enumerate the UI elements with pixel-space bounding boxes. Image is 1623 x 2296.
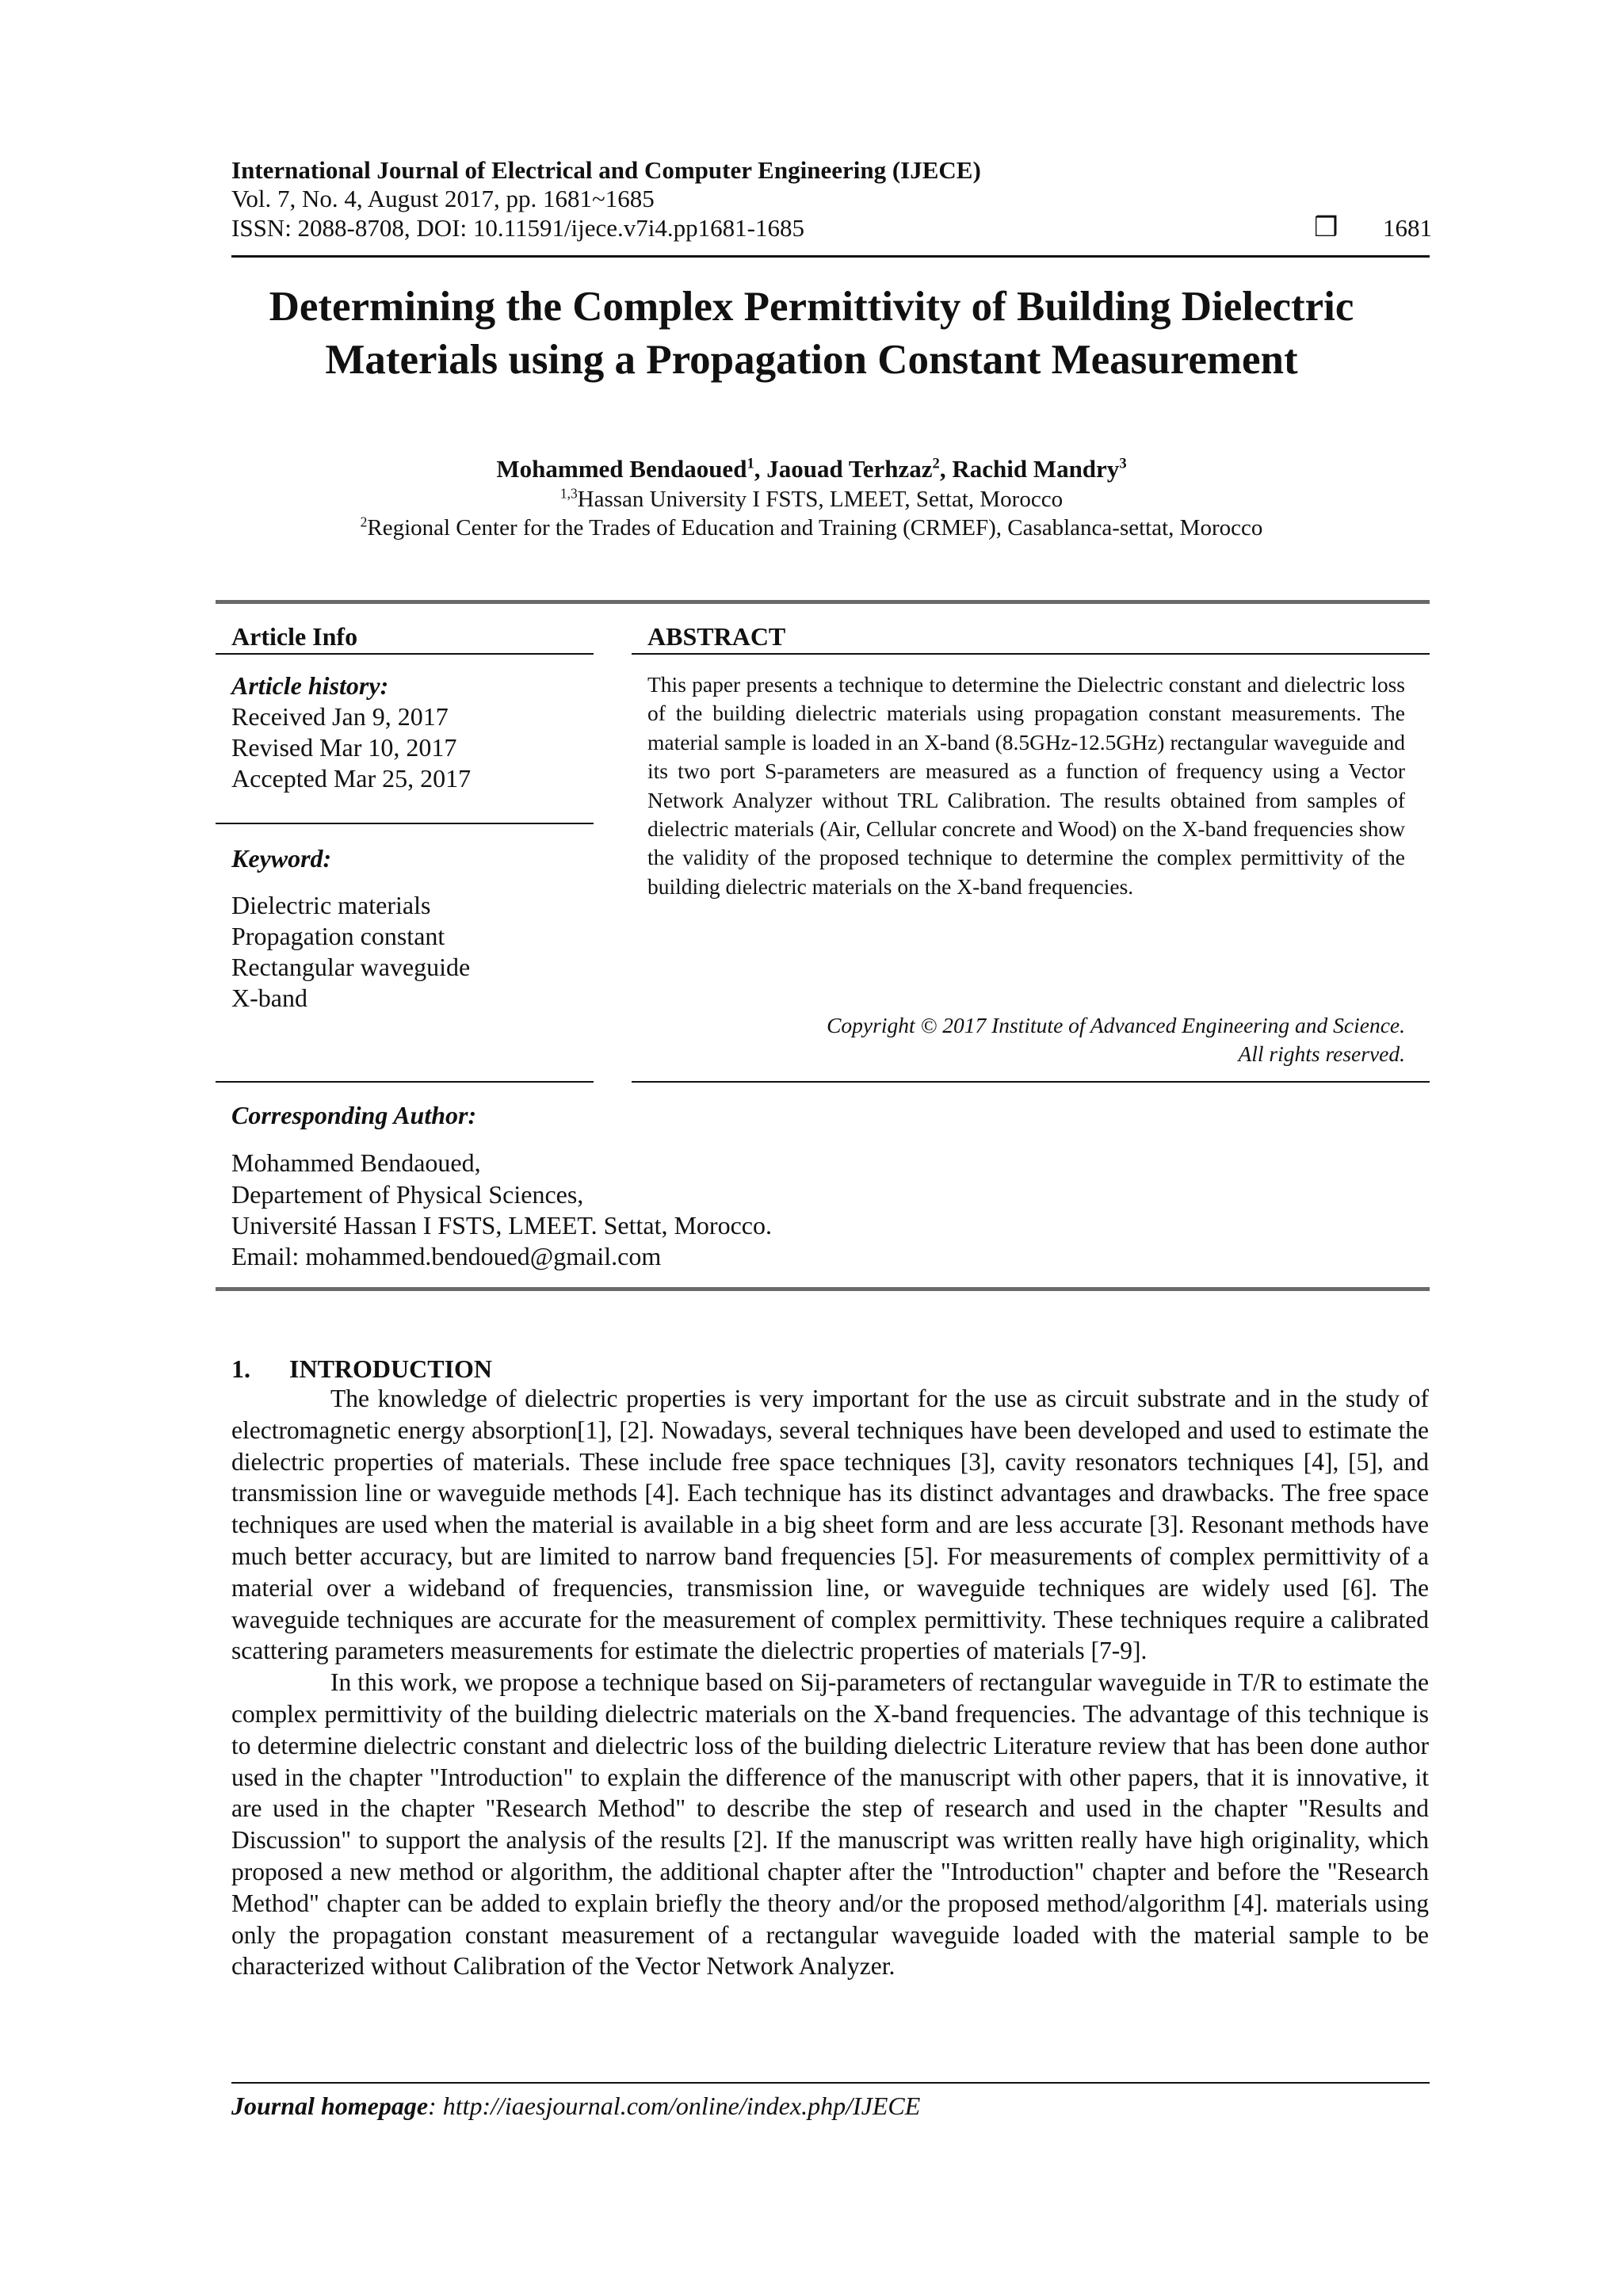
keyword-rule	[216, 823, 594, 824]
journal-homepage	[231, 2090, 920, 2122]
author-3-affiliation-mark: 3	[1119, 455, 1127, 472]
footer-rule	[231, 2082, 1430, 2084]
paragraph: The knowledge of dielectric properties is very important for the use as circuit substrate and in the study of electromagnetic energy absorption[1], [2]. Nowadays, several techniques have been developed and used to estimate the dielectric properties of materials. These include free space techniques [3], cavity resonators techniques [4], [5], and transmission line or waveguide methods [4]. Each technique has its distinct advantages and drawbacks. The free space techniques are used when the material is available in a big sheet form and are less accurate [3]. Resonant methods have much better accuracy, but are limited to narrow band frequencies [5]. For measurements of complex permittivity of a material over a wideband of frequencies, transmission line, or waveguide techniques are widely used [6]. The waveguide techniques are accurate for the measurement of complex permittivity. These techniques require a calibrated scattering parameters measurements for estimate the dielectric properties of materials [7-9].	[231, 1385, 1429, 1665]
journal-issn: ISSN: 2088-8708, DOI: 10.11591/ijece.v7i4.pp1681-1685	[231, 214, 804, 242]
corresponding-author-university: Université Hassan I FSTS, LMEET. Settat, Morocco.	[231, 1211, 772, 1240]
rights-notice: All rights reserved.	[1238, 1041, 1405, 1066]
paragraph: In this work, we propose a technique based on Sij-parameters of rectangular waveguide in T/R to estimate the complex permittivity of the building dielectric materials on the X-band frequencies. The advantage of this technique is to determine dielectric constant and dielectric loss of the building dielectric Literature review that has been done author used in the chapter "Introduction" to explain the difference of the manuscript with other papers, that it is innovative, it are used in the chapter "Research Method" to describe the step of research and used in the chapter "Results and Discussion" to support the analysis of the results [2]. If the manuscript was written really have high originality, which proposed a new method or algorithm, the additional chapter after the "Introduction" chapter and before the "Research Method" chapter can be added to explain briefly the theory and/or the proposed method/algorithm [4]. materials using only the propagation constant measurement of a rectangular waveguide loaded with the material sample to be characterized without Calibration of the Vector Network Analyzer.	[231, 1668, 1429, 1981]
article-info-bottom-rule	[216, 1081, 594, 1083]
affiliation-1	[0, 485, 1623, 514]
affiliation-1-text: Hassan University I FSTS, LMEET, Settat, Morocco	[577, 487, 1064, 512]
author-2: , Jaouad Terhzaz	[754, 455, 933, 483]
journal-name: International Journal of Electrical and Computer Engineering (IJECE)	[231, 156, 981, 184]
corresponding-author-department: Departement of Physical Sciences,	[231, 1180, 584, 1209]
header-rule	[231, 255, 1430, 258]
paper-title-line-1: Determining the Complex Permittivity of Building Dielectric	[269, 284, 1354, 330]
keyword-item: X-band	[231, 984, 307, 1012]
journal-volume: Vol. 7, No. 4, August 2017, pp. 1681~1685	[231, 185, 655, 212]
corresponding-author-email: Email: mohammed.bendoued@gmail.com	[231, 1242, 662, 1270]
keyword-item: Propagation constant	[231, 922, 445, 950]
corresponding-author-label: Corresponding Author:	[231, 1101, 477, 1129]
article-info-heading: Article Info	[231, 622, 358, 651]
keyword-item: Dielectric materials	[231, 891, 431, 919]
accepted-date: Accepted Mar 25, 2017	[231, 764, 472, 793]
abstract-text: This paper presents a technique to determine the Dielectric constant and dielectric loss of the building dielectric materials using propagation constant measurements. The material sample is loaded in an X-band (8.5GHz-12.5GHz) rectangular waveguide and its two port S-parameters are measured as a function of frequency using a Vector Network Analyzer without TRL Calibration. The results obtained from samples of dielectric materials (Air, Cellular concrete and Wood) on the X-band frequencies show the validity of the proposed technique to determine the complex permittivity of the building dielectric materials on the X-band frequencies.	[647, 672, 1405, 899]
info-box-bottom-rule	[216, 1287, 1430, 1291]
author-2-affiliation-mark: 2	[932, 455, 940, 472]
abstract-heading: ABSTRACT	[647, 622, 786, 651]
author-3: , Rachid Mandry	[939, 455, 1120, 483]
article-history-label: Article history:	[231, 671, 389, 700]
page-number: 1681	[1383, 214, 1432, 242]
introduction-body	[231, 1383, 1429, 1982]
revised-date: Revised Mar 10, 2017	[231, 733, 457, 762]
paper-title-line-2: Materials using a Propagation Constant Measurement	[325, 337, 1298, 383]
box-icon: ❒	[1314, 213, 1338, 243]
journal-homepage-label: Journal homepage	[231, 2092, 429, 2120]
abstract-rule	[632, 653, 1430, 655]
abstract-bottom-rule	[632, 1081, 1430, 1083]
author-1-affiliation-mark: 1	[747, 455, 754, 472]
section-heading: INTRODUCTION	[289, 1354, 493, 1383]
author-1: Mohammed Bendaoued	[496, 455, 747, 483]
received-date: Received Jan 9, 2017	[231, 702, 449, 731]
author-list	[0, 454, 1623, 484]
affiliation-2-mark: 2	[360, 514, 368, 530]
copyright-notice: Copyright © 2017 Institute of Advanced Engineering and Science.	[827, 1013, 1405, 1037]
keyword-item: Rectangular waveguide	[231, 953, 471, 981]
keyword-label: Keyword:	[231, 844, 332, 873]
affiliation-2-text: Regional Center for the Trades of Education and Training (CRMEF), Casablanca-settat, Morocco	[367, 515, 1263, 541]
affiliation-2	[0, 514, 1623, 542]
affiliation-1-mark: 1,3	[559, 485, 578, 502]
article-info-rule	[216, 653, 594, 655]
info-box-top-rule	[216, 600, 1430, 604]
journal-homepage-link[interactable]: : http://iaesjournal.com/online/index.php/IJECE	[428, 2092, 921, 2120]
corresponding-author-name: Mohammed Bendaoued,	[231, 1148, 481, 1177]
section-number: 1.	[231, 1354, 250, 1383]
